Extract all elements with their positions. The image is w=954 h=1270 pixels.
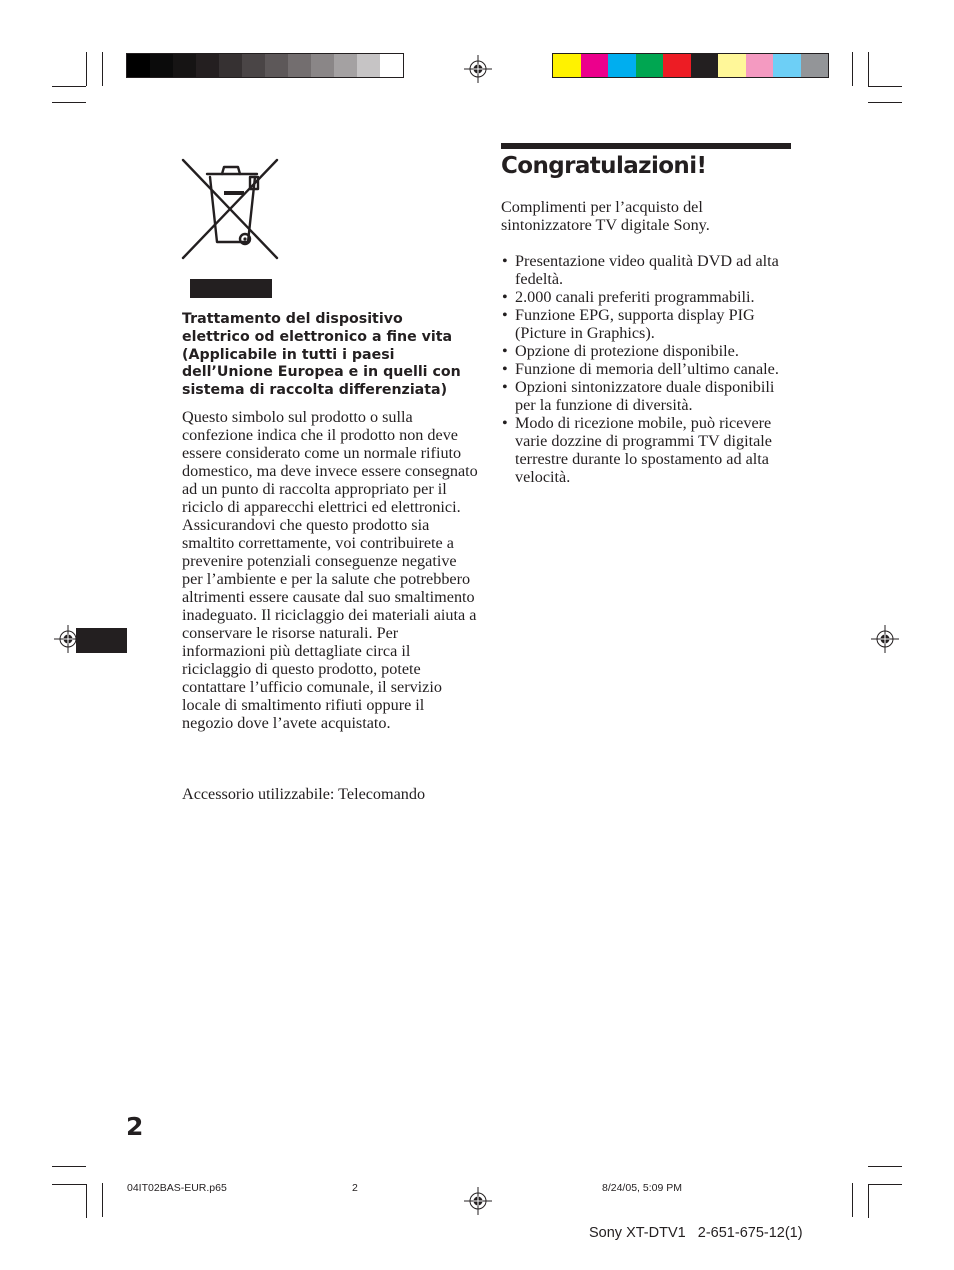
color-swatch xyxy=(718,54,746,77)
title-rule xyxy=(501,143,791,149)
color-swatch xyxy=(219,54,242,77)
list-item: • Opzione di protezione disponibile. xyxy=(501,342,791,360)
list-item: • Funzione di memoria dell’ultimo canale. xyxy=(501,360,791,378)
crop-mark xyxy=(868,1166,902,1167)
list-item: • Opzioni sintonizzatore duale disponibili per la funzione di diversità. xyxy=(501,378,791,414)
list-item: • 2.000 canali preferiti programmabili. xyxy=(501,288,791,306)
color-swatch xyxy=(357,54,380,77)
grayscale-color-bar xyxy=(126,53,404,78)
crop-mark xyxy=(852,52,853,86)
color-swatch xyxy=(265,54,288,77)
color-swatch xyxy=(553,54,581,77)
accessory-note: Accessorio utilizzabile: Telecomando xyxy=(182,785,426,803)
color-swatch xyxy=(691,54,719,77)
color-swatch xyxy=(127,54,150,77)
feature-list xyxy=(501,252,791,486)
color-swatch xyxy=(173,54,196,77)
registration-target-icon xyxy=(464,1187,492,1215)
list-item: • Presentazione video qualità DVD ad alta fedeltà. xyxy=(501,252,791,288)
page-number: 2 xyxy=(126,1112,144,1141)
section-title: Congratulazioni! xyxy=(501,153,707,179)
color-swatch xyxy=(311,54,334,77)
weee-notice-body: Questo simbolo sul prodotto o sulla confezione indica che il prodotto non deve essere considerato come un normale rifiuto domestico, ma deve invece essere consegnato ad un punto di raccolta appropriato per il riciclo di apparecchi elettrici ed elettronici. Assicurandovi che questo prodotto sia smaltito correttamente, voi contribuirete a prevenire potenziali conseguenze negative per l’ambiente e per la salute che potrebbero altrimenti essere causate dal suo smaltimento inadeguato. Il riciclaggio dei materiali aiuta a conservare le risorse naturali. Per informazioni più dettagliate circa il riciclaggio di questo prodotto, potete contattare l’ufficio comunale, il servizio locale di smaltimento rifiuti oppure il negozio dove l’avete acquistato. xyxy=(182,408,478,732)
crop-mark xyxy=(868,102,902,103)
intro-paragraph: Complimenti per l’acquisto del sintonizzatore TV digitale Sony. xyxy=(501,198,710,234)
color-swatch xyxy=(196,54,219,77)
timestamp: 8/24/05, 5:09 PM xyxy=(602,1182,682,1194)
registration-target-icon xyxy=(464,55,492,83)
crop-mark xyxy=(868,52,869,86)
model-code: Sony XT-DTV1 2-651-675-12(1) xyxy=(589,1225,803,1241)
crop-mark xyxy=(52,1166,86,1167)
color-swatch xyxy=(773,54,801,77)
black-bar-marker xyxy=(190,279,272,298)
color-swatch xyxy=(150,54,173,77)
crop-mark xyxy=(868,1184,902,1185)
list-item: • Funzione EPG, supporta display PIG (Picture in Graphics). xyxy=(501,306,791,342)
list-item: • Modo di ricezione mobile, può ricevere varie dozzine di programmi TV digitale terrestre durante lo spostamento ad alta velocità. xyxy=(501,414,791,486)
crop-mark xyxy=(852,1183,853,1217)
color-swatch xyxy=(334,54,357,77)
crop-mark xyxy=(52,1184,86,1185)
crop-mark xyxy=(102,52,103,86)
file-name: 04IT02BAS-EUR.p65 xyxy=(127,1182,227,1194)
color-swatch xyxy=(801,54,829,77)
color-swatch xyxy=(380,54,403,77)
crop-mark xyxy=(52,102,86,103)
crop-mark xyxy=(86,1184,87,1218)
crossed-out-wheelie-bin-icon xyxy=(180,157,280,261)
crop-mark xyxy=(86,52,87,86)
crop-mark xyxy=(102,1183,103,1217)
crop-mark xyxy=(868,86,902,87)
color-swatch xyxy=(242,54,265,77)
color-swatch xyxy=(581,54,609,77)
color-swatch xyxy=(288,54,311,77)
language-side-tab xyxy=(76,628,127,653)
crop-mark xyxy=(52,86,86,87)
process-color-bar xyxy=(552,53,829,78)
registration-target-icon xyxy=(871,625,899,653)
weee-notice-title: Trattamento del dispositivo elettrico od elettronico a fine vita (Applicabile in tutti i paesi dell’Unione Europea e in quelli con sistema di raccolta differenziata) xyxy=(182,311,461,399)
color-swatch xyxy=(663,54,691,77)
color-swatch xyxy=(608,54,636,77)
file-page: 2 xyxy=(352,1182,358,1194)
color-swatch xyxy=(636,54,664,77)
crop-mark xyxy=(868,1184,869,1218)
color-swatch xyxy=(746,54,774,77)
